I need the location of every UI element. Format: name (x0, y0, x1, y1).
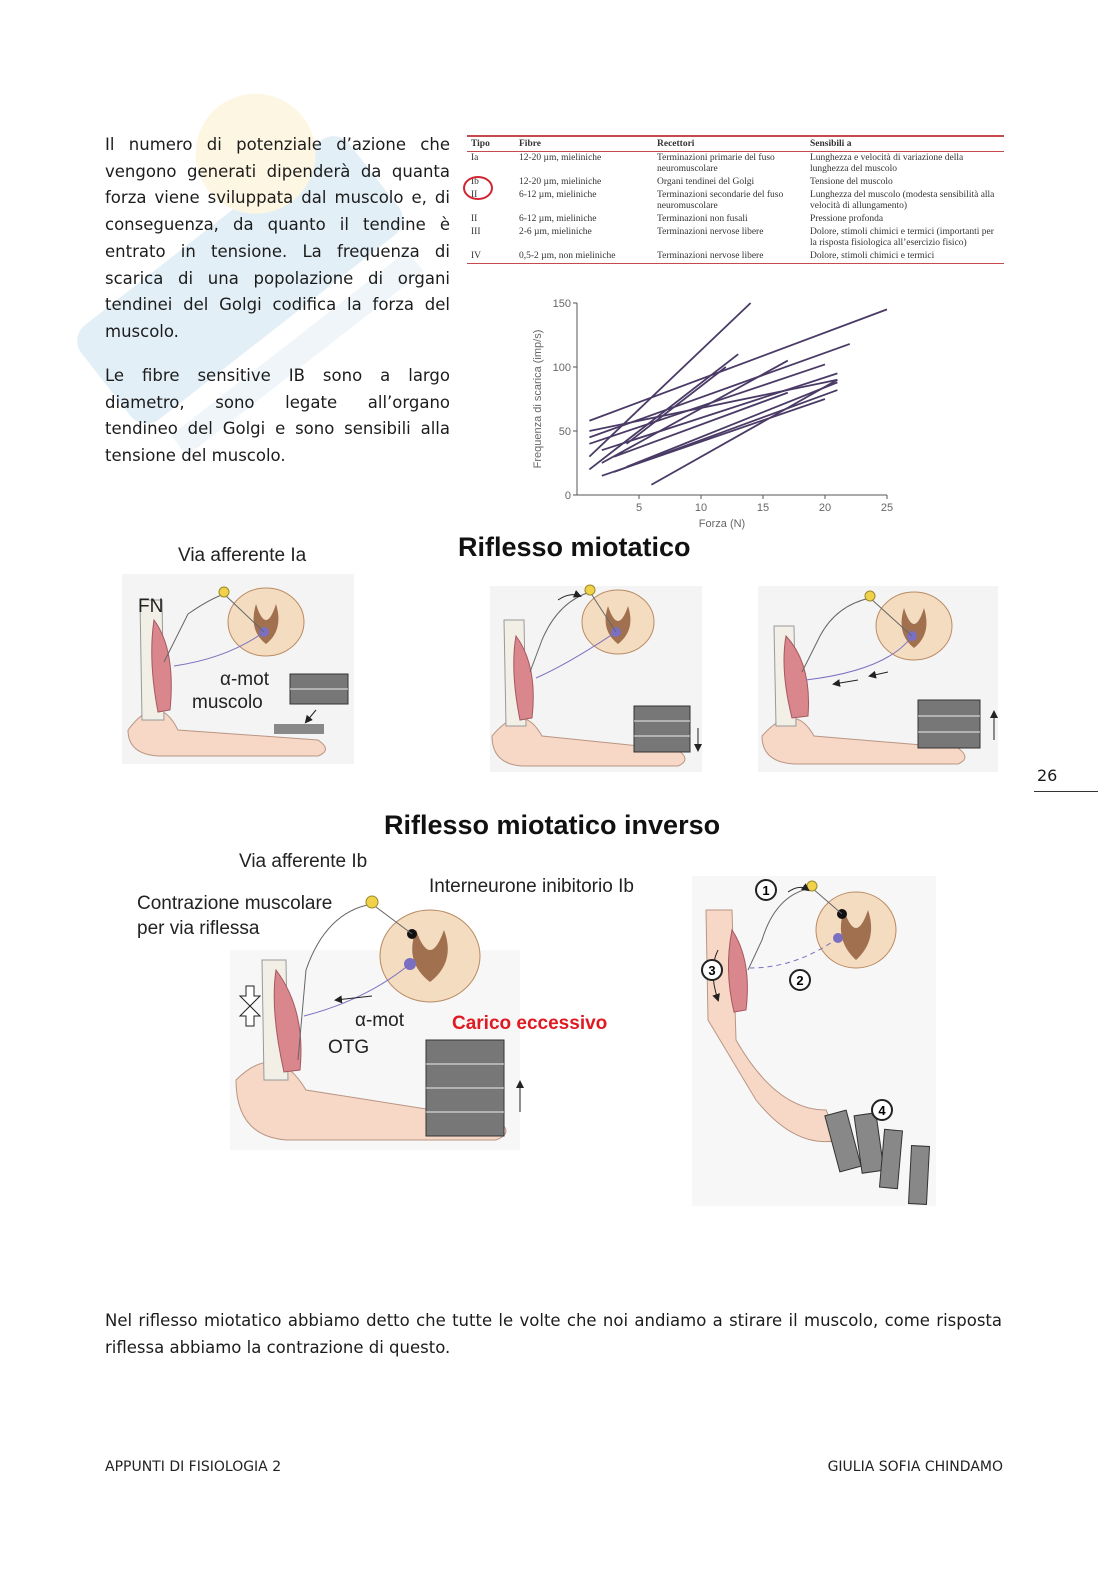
y-axis-label: Frequenza di scarica (imp/s) (532, 329, 544, 469)
stretch-panel-3 (758, 586, 998, 772)
chart-series-line (589, 380, 837, 431)
table-cell: 12-20 µm, mieliniche (519, 153, 602, 163)
table-cell: Terminazioni non fusali (657, 214, 748, 224)
step-marker-1 (756, 880, 776, 900)
table-cell: Terminazioni nervose libere (657, 227, 764, 237)
y-tick-label: 50 (558, 426, 571, 438)
x-tick-label: 20 (818, 502, 832, 514)
label-otg: OTG (328, 1037, 370, 1058)
table-cell: 0,5-2 µm, non mieliniche (515, 250, 653, 264)
label-interneurone-inibitorio: Interneurone inibitorio Ib (429, 876, 634, 897)
label-contrazione-line1: Contrazione muscolare (137, 893, 333, 914)
step-marker-2 (790, 970, 810, 990)
table-cell: Terminazioni primarie del fuso neuromuscolare (657, 153, 775, 174)
table-cell: IV (467, 250, 515, 264)
table-cell: 6-12 µm, mieliniche (519, 190, 597, 200)
table-cell: III (471, 227, 481, 237)
x-tick-label: 15 (756, 502, 770, 514)
table-header: Recettori (653, 136, 806, 152)
table-cell: Lunghezza e velocità di variazione della lunghezza del muscolo (810, 153, 964, 174)
inverse-right-panel (692, 876, 936, 1206)
paragraph-1: Il numero di potenziale d’azione che vengono generati dipenderà da quanta forza viene sviluppata dal muscolo e, di conseguenza, da quanto il tendine è entrato in tensione. La frequenza di scarica di una popolazione di organi tendinei del Golgi codifica la forza del muscolo. (105, 135, 450, 341)
paragraph-2: Le fibre sensitive IB sono a largo diametro, sono legate all’organo tendineo del Golgi e sono sensibili alla tensione del muscolo. (105, 366, 450, 466)
x-axis-label: Forza (N) (698, 518, 746, 530)
footer-left: APPUNTI DI FISIOLOGIA 2 (105, 1459, 282, 1475)
label-contrazione-line2: per via riflessa (137, 918, 260, 939)
table-cell: Organi tendinei del Golgi (657, 177, 755, 187)
step-number: 2 (796, 973, 804, 988)
table-cell: Dolore, stimoli chimici e termici (importanti per la risposta fisiologica all’esercizio fisico) (810, 227, 994, 248)
table-cell: Dolore, stimoli chimici e termici (806, 250, 1004, 264)
chart-series-line (589, 309, 887, 420)
footer-right: GIULIA SOFIA CHINDAMO (827, 1459, 1003, 1475)
table-header-row (467, 136, 1004, 152)
table-header: Fibre (515, 136, 653, 152)
discharge-force-chart (525, 292, 905, 532)
table-row (467, 176, 1004, 189)
y-tick-label: 150 (552, 298, 571, 310)
y-tick-label: 100 (552, 362, 571, 374)
label-via-afferente-ib: Via afferente Ib (239, 851, 368, 872)
table-header: Tipo (467, 136, 515, 152)
table-row (467, 152, 1004, 177)
x-tick-label: 5 (635, 502, 643, 514)
table-cell: Pressione profonda (810, 214, 884, 224)
table-row (467, 226, 1004, 250)
chart-series-group (589, 303, 887, 485)
table-cell: Terminazioni nervose libere (653, 250, 806, 264)
ib-highlight-circle (463, 176, 493, 200)
table-cell: II (471, 214, 478, 224)
label-fn: FN (138, 596, 164, 617)
table-cell: Tensione del muscolo (810, 177, 893, 187)
table-cell: 2-6 µm, mieliniche (519, 227, 592, 237)
step-number: 3 (708, 963, 716, 978)
stretch-reflex-figure (118, 540, 1008, 780)
table-cell: Terminazioni secondarie del fuso neuromuscolare (657, 190, 784, 211)
table-cell: 6-12 µm, mieliniche (519, 214, 597, 224)
page-number-rule (1034, 791, 1098, 792)
table-cell: II (471, 190, 478, 200)
step-marker-4 (872, 1100, 892, 1120)
page-number: 26 (1037, 766, 1058, 785)
stretch-panel-2 (490, 585, 702, 772)
table-header: Sensibili a (806, 136, 1004, 152)
table-row (467, 213, 1004, 226)
label-carico-eccessivo: Carico eccessivo (452, 1013, 608, 1034)
label-via-afferente-ia: Via afferente Ia (178, 545, 307, 566)
label-alpha-mot: α-mot (220, 669, 269, 690)
step-marker-3 (702, 960, 722, 980)
label-muscolo: muscolo (192, 692, 263, 713)
table-row (467, 250, 1004, 264)
x-tick-label: 10 (694, 502, 708, 514)
table-cell: 12-20 µm, mieliniche (519, 177, 602, 187)
table-cell: Ia (471, 153, 479, 163)
x-tick-label: 25 (880, 502, 894, 514)
step-number: 1 (762, 883, 770, 898)
paragraph-3: Nel riflesso miotatico abbiamo detto che tutte le volte che noi andiamo a stirare il muscolo, come risposta riflessa abbiamo la contrazione di questo. (105, 1311, 1002, 1357)
label-alpha-mot-2: α-mot (355, 1010, 404, 1031)
heading-riflesso-miotatico: Riflesso miotatico (458, 532, 691, 562)
fibres-table (467, 135, 1004, 264)
table-cell: Lunghezza del muscolo (modesta sensibilità alla velocità di allungamento) (810, 190, 995, 211)
table-cell: Ib (471, 177, 479, 187)
table-row (467, 189, 1004, 213)
chart-series-line (602, 361, 788, 463)
step-number: 4 (878, 1103, 886, 1118)
heading-riflesso-miotatico-inverso: Riflesso miotatico inverso (384, 810, 721, 840)
y-tick-label: 0 (564, 490, 571, 502)
